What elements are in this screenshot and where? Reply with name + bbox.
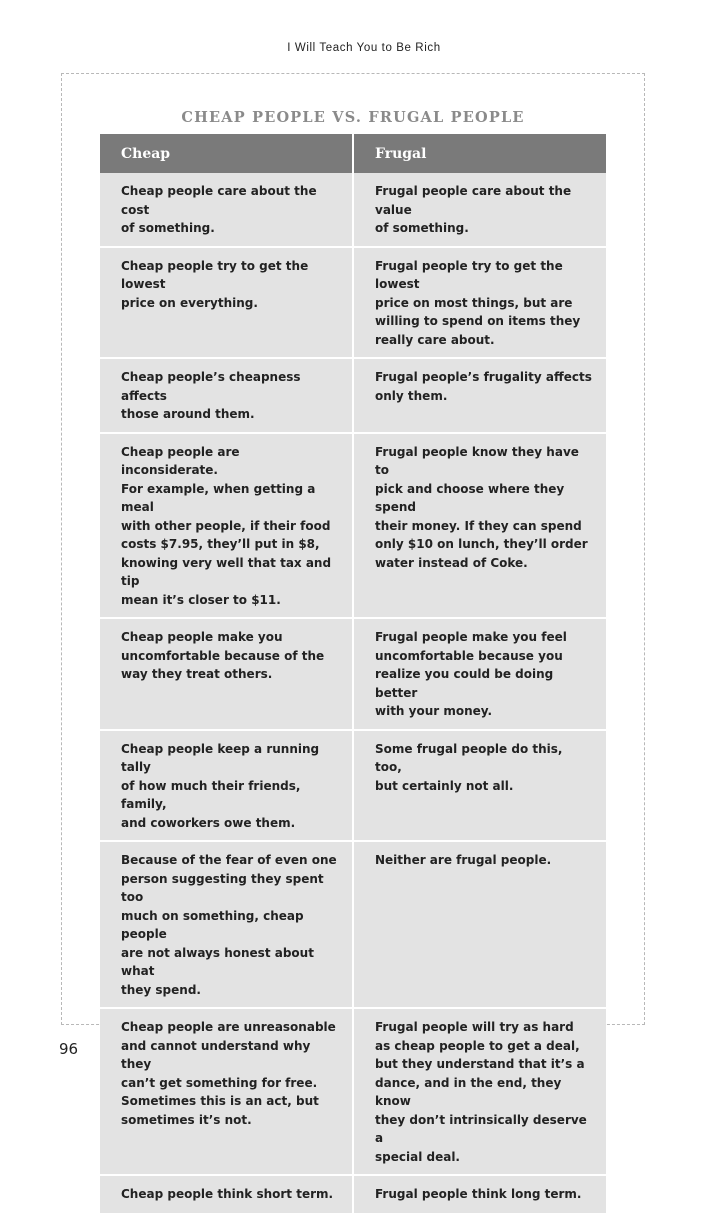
cheap-cell: Cheap people think short term.	[100, 1175, 353, 1213]
frugal-cell: Frugal people try to get the lowest price on most things, but are willing to spend on items they really care about.	[353, 247, 606, 359]
table-header-row	[100, 134, 606, 173]
table-row	[100, 358, 606, 433]
frugal-cell: Frugal people know they have to pick and choose where they spend their money. If they can spend only $10 on lunch, they’ll order water instead of Coke.	[353, 433, 606, 619]
comparison-table	[100, 134, 606, 1213]
table-row	[100, 1175, 606, 1213]
frugal-cell: Frugal people will try as hard as cheap people to get a deal, but they understand that it’s a dance, and in the end, they know they don’t intrinsically deserve a special deal.	[353, 1008, 606, 1175]
frugal-cell: Some frugal people do this, too, but certainly not all.	[353, 730, 606, 842]
table-row	[100, 433, 606, 619]
running-head: I Will Teach You to Be Rich	[287, 42, 441, 54]
cheap-cell: Cheap people care about the cost of something.	[100, 173, 353, 247]
frugal-cell: Frugal people think long term.	[353, 1175, 606, 1213]
frugal-cell: Neither are frugal people.	[353, 841, 606, 1008]
table-row	[100, 618, 606, 730]
frugal-cell: Frugal people’s frugality affects only them.	[353, 358, 606, 433]
table-row	[100, 173, 606, 247]
table-row	[100, 247, 606, 359]
frugal-cell: Frugal people make you feel uncomfortable because you realize you could be doing better with your money.	[353, 618, 606, 730]
cheap-cell: Cheap people keep a running tally of how much their friends, family, and coworkers owe them.	[100, 730, 353, 842]
cheap-cell: Cheap people make you uncomfortable because of the way they treat others.	[100, 618, 353, 730]
page-number: 96	[59, 1040, 79, 1058]
table-row	[100, 841, 606, 1008]
column-header-cheap: Cheap	[100, 134, 353, 173]
column-header-frugal: Frugal	[353, 134, 606, 173]
cheap-cell: Cheap people try to get the lowest price on everything.	[100, 247, 353, 359]
frugal-cell: Frugal people care about the value of something.	[353, 173, 606, 247]
table-title: CHEAP PEOPLE VS. FRUGAL PEOPLE	[181, 109, 525, 126]
table-row	[100, 730, 606, 842]
cheap-cell: Cheap people are inconsiderate. For example, when getting a meal with other people, if their food costs $7.95, they’ll put in $8, knowing very well that tax and tip mean it’s closer to $11.	[100, 433, 353, 619]
cheap-cell: Cheap people are unreasonable and cannot understand why they can’t get something for free. Sometimes this is an act, but sometimes it’s not.	[100, 1008, 353, 1175]
cheap-cell: Because of the fear of even one person suggesting they spent too much on something, cheap people are not always honest about what they spend.	[100, 841, 353, 1008]
cheap-cell: Cheap people’s cheapness affects those around them.	[100, 358, 353, 433]
